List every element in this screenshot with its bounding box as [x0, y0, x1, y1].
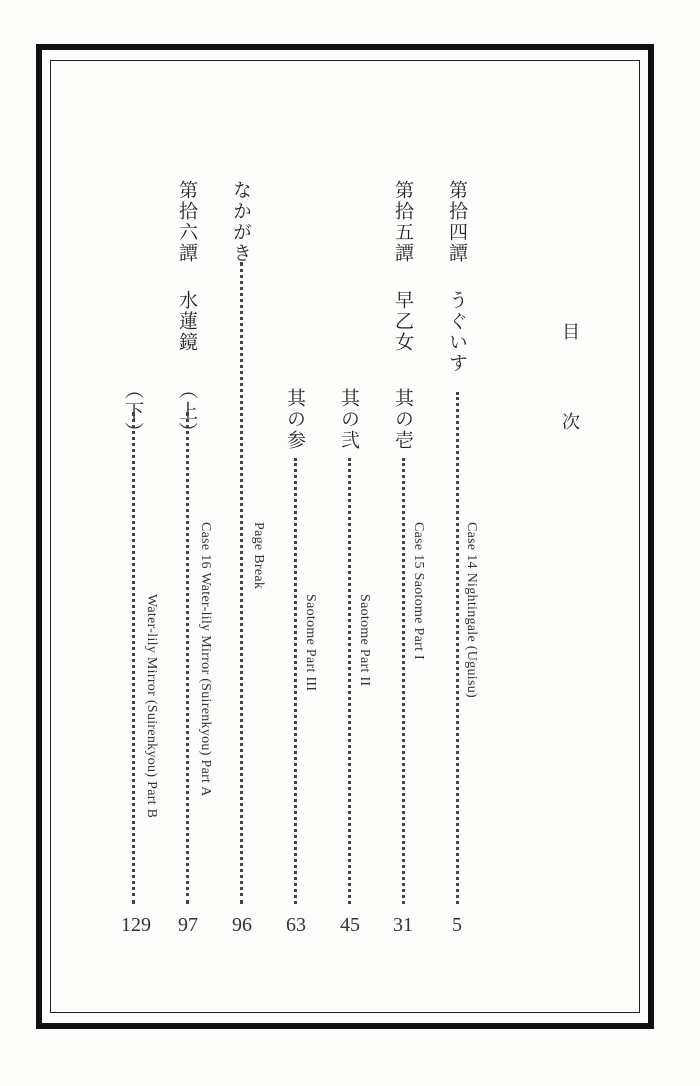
chapter-15-label: 第拾五譚 [392, 180, 414, 264]
leader-dots-ch14 [456, 392, 459, 904]
toc-heading-ji: 次 [559, 412, 580, 430]
chapter-14-title: うぐいす [446, 290, 468, 374]
part-16-a-label: （上） [176, 380, 198, 443]
leader-dots-ch15-3 [294, 458, 297, 904]
part-16-b-english: Water-lily Mirror (Suirenkyou) Part B [144, 594, 159, 819]
page-break-title: なかがき [230, 180, 252, 264]
chapter-16-label: 第拾六譚 [176, 180, 198, 264]
part-15-3-english: Saotome Part III [303, 594, 318, 692]
page-number-63: 63 [286, 914, 306, 936]
leader-dots-ch15-1 [402, 458, 405, 904]
chapter-16-title: 水蓮鏡 [176, 290, 198, 353]
leader-dots-ch16-b [132, 412, 135, 904]
page-number-45: 45 [340, 914, 360, 936]
page-number-96: 96 [232, 914, 252, 936]
page-number-97: 97 [178, 914, 198, 936]
inner-border [50, 60, 640, 1013]
page-number-31: 31 [393, 914, 413, 936]
chapter-14-label: 第拾四譚 [446, 180, 468, 264]
page-break-english: Page Break [251, 522, 266, 590]
part-15-2-english: Saotome Part II [357, 594, 372, 687]
part-15-2-label: 其の弐 [338, 388, 360, 451]
part-15-1-label: 其の壱 [392, 388, 414, 451]
page-number-129: 129 [121, 914, 151, 936]
part-16-a-english: Case 16 Water-lily Mirror (Suirenkyou) Part A [198, 522, 213, 797]
leader-dots-ch16-a [186, 412, 189, 904]
leader-dots-page-break [240, 262, 243, 904]
toc-heading-moku: 目 [559, 322, 580, 340]
part-15-3-label: 其の参 [284, 388, 306, 451]
part-16-b-label: （下） [122, 380, 144, 443]
leader-dots-ch15-2 [348, 458, 351, 904]
page-number-5: 5 [452, 914, 462, 936]
chapter-15-title: 早乙女 [392, 290, 414, 353]
chapter-14-english: Case 14 Nightingale (Uguisu) [464, 522, 479, 698]
part-15-1-english: Case 15 Saotome Part I [411, 522, 426, 661]
